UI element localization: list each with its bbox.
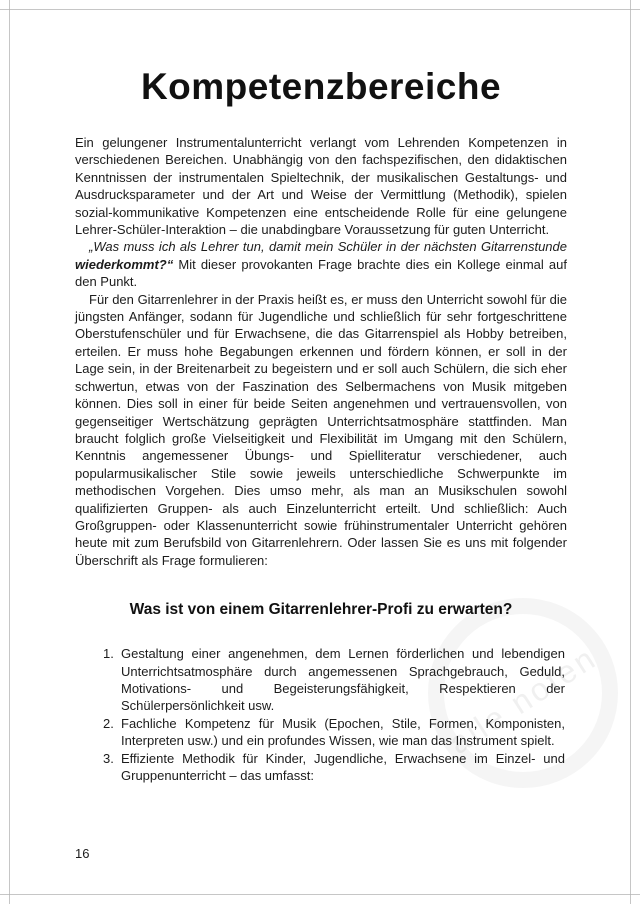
watermark-text: alle noten bbox=[442, 639, 604, 762]
quote-italic-text: „Was muss ich als Lehrer tun, damit mein Schüler in der nächsten Gitarrenstunde bbox=[89, 239, 567, 255]
competency-list bbox=[75, 645, 567, 784]
paragraph-intro: Ein gelungener Instrumentalunterricht verlangt vom Lehrenden Kompetenzen in verschiedenen Bereichen. Unabhängig von den fachspezifischen, den didaktischen Kenntnissen der instrumentalen Spieltechnik, der musikalischen Gestaltungs- und Ausdrucksparameter und der Art und Weise der Vermittlung (Methodik), spielen sozial-kommunikative Kompetenzen eine entscheidende Rolle für eine gelungene Lehrer-Schüler-Interaktion – die unabdingbare Voraussetzung für guten Unterricht. bbox=[75, 135, 567, 238]
section-question-heading: Was ist von einem Gitarrenlehrer-Profi zu erwarten? bbox=[129, 601, 513, 619]
page-content bbox=[75, 66, 567, 784]
page-number: 16 bbox=[75, 846, 90, 861]
quote-followup-text: Mit dieser provokanten Frage brachte dies ein Kollege einmal auf den Punkt. bbox=[75, 256, 567, 290]
page-trim-line-right bbox=[630, 0, 631, 904]
list-item-number: 1. bbox=[103, 646, 114, 662]
list-item-text: Gestaltung einer angenehmen, dem Lernen förderlichen und lebendigen Unterrichtsatmosphäre durch angemessenen Sprachgebrauch, Geduld, Motivations- und Begeisterungsfähigkeit, Respektieren der Schülerpersönlichkeit usw. bbox=[121, 646, 565, 714]
list-item-number: 2. bbox=[103, 715, 114, 731]
quote-emphasis-text: wiederkommt?“ bbox=[75, 256, 174, 272]
paragraph-practice: Für den Gitarrenlehrer in der Praxis heißt es, er muss den Unterricht sowohl für die jüngsten Anfänger, sodann für Jugendliche und schließlich für sehr fortgeschrittene Oberstufenschüler und für Erwachsene, die das Gitarrenspiel als Hobby betreiben, erteilen. Er muss hohe Begabungen erkennen und fördern können, er soll in der Lage sein, in der Breitenarbeit zu begeistern und er soll auch Schülern, die sich eher schwertun, etwas von der Faszination des Selbermachens von Musik mitgeben können. Dies soll in einer für beide Seiten angenehmen und vertrauensvollen, von gegenseitiger Wertschätzung geprägten Unterrichtsatmosphäre stattfinden. Man braucht folglich große Vielseitigkeit und Flexibilität im Umgang mit den Schülern, Kenntnis angemessener Übungs- und Spielliteratur verschiedener, auch popularmusikalischer Stile sowie jeweils unterschiedliche Schwerpunkte im methodischen Vorgehen. Dies umso mehr, als man an Musikschulen sowohl qualifizierten Gruppen- als auch Einzelunterricht erteilt. Und schließlich: Auch Großgruppen- oder Klassenunterricht sowie frühinstrumentaler Unterricht gehören heute mit zum Berufsbild von Gitarrenlehrern. Oder lassen Sie es uns mit folgender Überschrift als Frage formulieren: bbox=[75, 291, 567, 568]
list-item bbox=[103, 750, 565, 785]
list-item-number: 3. bbox=[103, 750, 114, 766]
page-trim-line-left bbox=[9, 0, 10, 904]
list-item-text: Effiziente Methodik für Kinder, Jugendliche, Erwachsene im Einzel- und Gruppenunterricht – das umfasst: bbox=[121, 750, 565, 783]
list-item bbox=[103, 715, 565, 750]
list-item-text: Fachliche Kompetenz für Musik (Epochen, Stile, Formen, Komponisten, Interpreten usw.) und ein profundes Wissen, wie man das Instrument spielt. bbox=[121, 715, 565, 749]
page-title: Kompetenzbereiche bbox=[140, 66, 502, 107]
page-trim-line-top bbox=[0, 9, 640, 10]
paragraph-quote bbox=[75, 238, 567, 290]
page-trim-line-bottom bbox=[0, 894, 640, 895]
list-item bbox=[103, 645, 565, 715]
